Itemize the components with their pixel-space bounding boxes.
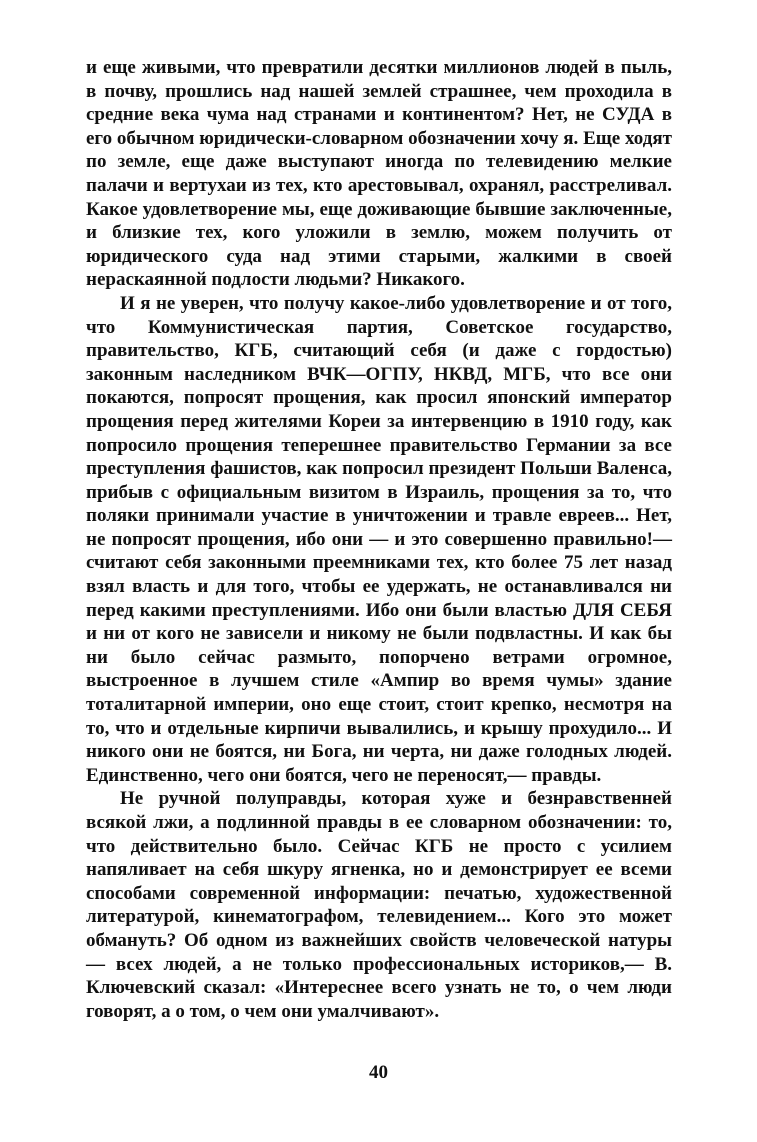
page-body <box>86 56 672 1023</box>
paragraph-2: И я не уверен, что получу какое-либо удовлетворение и от того, что Коммунистическая партия, Советское государство, правительство, КГБ, считающий себя (и даже с гордостью) законным наследником ВЧК—ОГПУ, НКВД, МГБ, что все они покаются, попросят прощения, как просил японский император прощения перед жителями Кореи за интервенцию в 1910 году, как попросило прощения теперешнее правительство Германии за все преступления фашистов, как попросил президент Польши Валенса, прибыв с официальным визитом в Израиль, прощения за то, что поляки принимали участие в уничтожении и травле евреев... Нет, не попросят прощения, ибо они — и это совершенно правильно!— считают себя законными преемниками тех, кто более 75 лет назад взял власть и для того, чтобы ее удержать, не останавливался ни перед какими преступлениями. Ибо они были властью ДЛЯ СЕБЯ и ни от кого не зависели и никому не были подвластны. И как бы ни было сейчас размыто, попорчено ветрами огромное, выстроенное в лучшем стиле «Ампир во время чумы» здание тоталитарной империи, оно еще стоит, стоит крепко, несмотря на то, что и отдельные кирпичи вывалились, и крышу прохудило... И никого они не боятся, ни Бога, ни черта, ни даже голодных людей. Единственно, чего они боятся, чего не переносят,— правды. <box>86 292 672 786</box>
paragraph-3: Не ручной полуправды, которая хуже и безнравственней всякой лжи, а подлинной правды в ее словарном обозначении: то, что действительно было. Сейчас КГБ не просто с усилием напяливает на себя шкуру ягненка, но и демонстрирует ее всеми способами современной информации: печатью, художественной литературой, кинематографом, телевидением... Кого это может обмануть? Об одном из важнейших свойств человеческой натуры — всех людей, а не только профессиональных историков,— В. Ключевский сказал: «Интереснее всего узнать не то, о чем люди говорят, а о том, о чем они умалчивают». <box>86 788 672 1022</box>
paragraph-1: и еще живыми, что превратили десятки миллионов людей в пыль, в почву, прошлись над нашей землей страшнее, чем проходила в средние века чума над странами и континентом? Нет, не СУДА в его обычном юридически-словарном обозначении хочу я. Еще ходят по земле, еще даже выступают иногда по телевидению мелкие палачи и вертухаи из тех, кто арестовывал, охранял, расстреливал. Какое удовлетворение мы, еще доживающие бывшие заключенные, и близкие тех, кого уложили в землю, можем получить от юридического суда над этими старыми, жалкими в своей нераскаянной подлости людьми? Никакого. <box>86 57 672 291</box>
page-number: 40 <box>369 1062 388 1083</box>
